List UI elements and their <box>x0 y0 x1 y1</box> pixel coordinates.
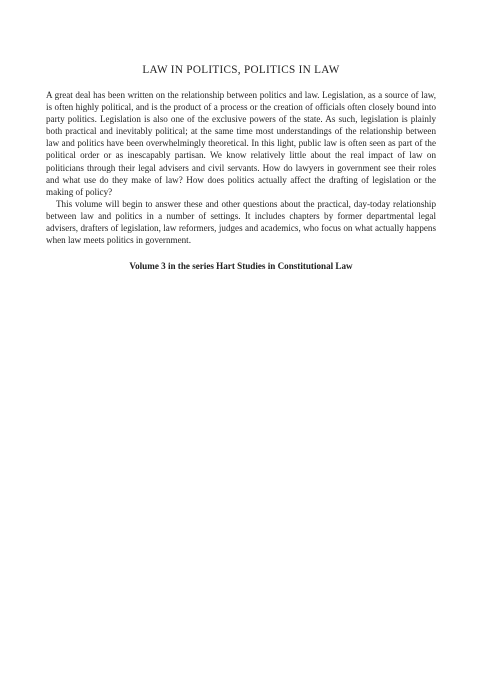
series-note: Volume 3 in the series Hart Studies in Constitutional Law <box>129 261 353 272</box>
book-blurb-page <box>46 64 436 271</box>
blurb-paragraph-1: A great deal has been written on the relationship between politics and law. Legislation, as a source of law, is often highly political, and is the product of a process or the creation of officials often closely bound into party politics. Legislation is also one of the exclusive powers of the state. As such, legislation is plainly both practical and inevitably political; at the same time most understandings of the relationship between law and politics have been overwhelmingly theoretical. In this light, public law is often seen as part of the political order or as inescapably partisan. We know relatively little about the real impact of law on politicians through their legal advisers and civil servants. How do lawyers in government see their roles and what use do they make of law? How does politics actually affect the drafting of legislation or the making of policy? <box>46 90 436 197</box>
blurb-paragraph-2: This volume will begin to answer these and other questions about the practical, day-today relationship between law and politics in a number of settings. It includes chapters by former departmental legal advisers, drafters of legislation, law reformers, judges and academics, who focus on what actually happens when law meets politics in government. <box>46 198 436 246</box>
book-title: LAW IN POLITICS, POLITICS IN LAW <box>142 64 340 76</box>
